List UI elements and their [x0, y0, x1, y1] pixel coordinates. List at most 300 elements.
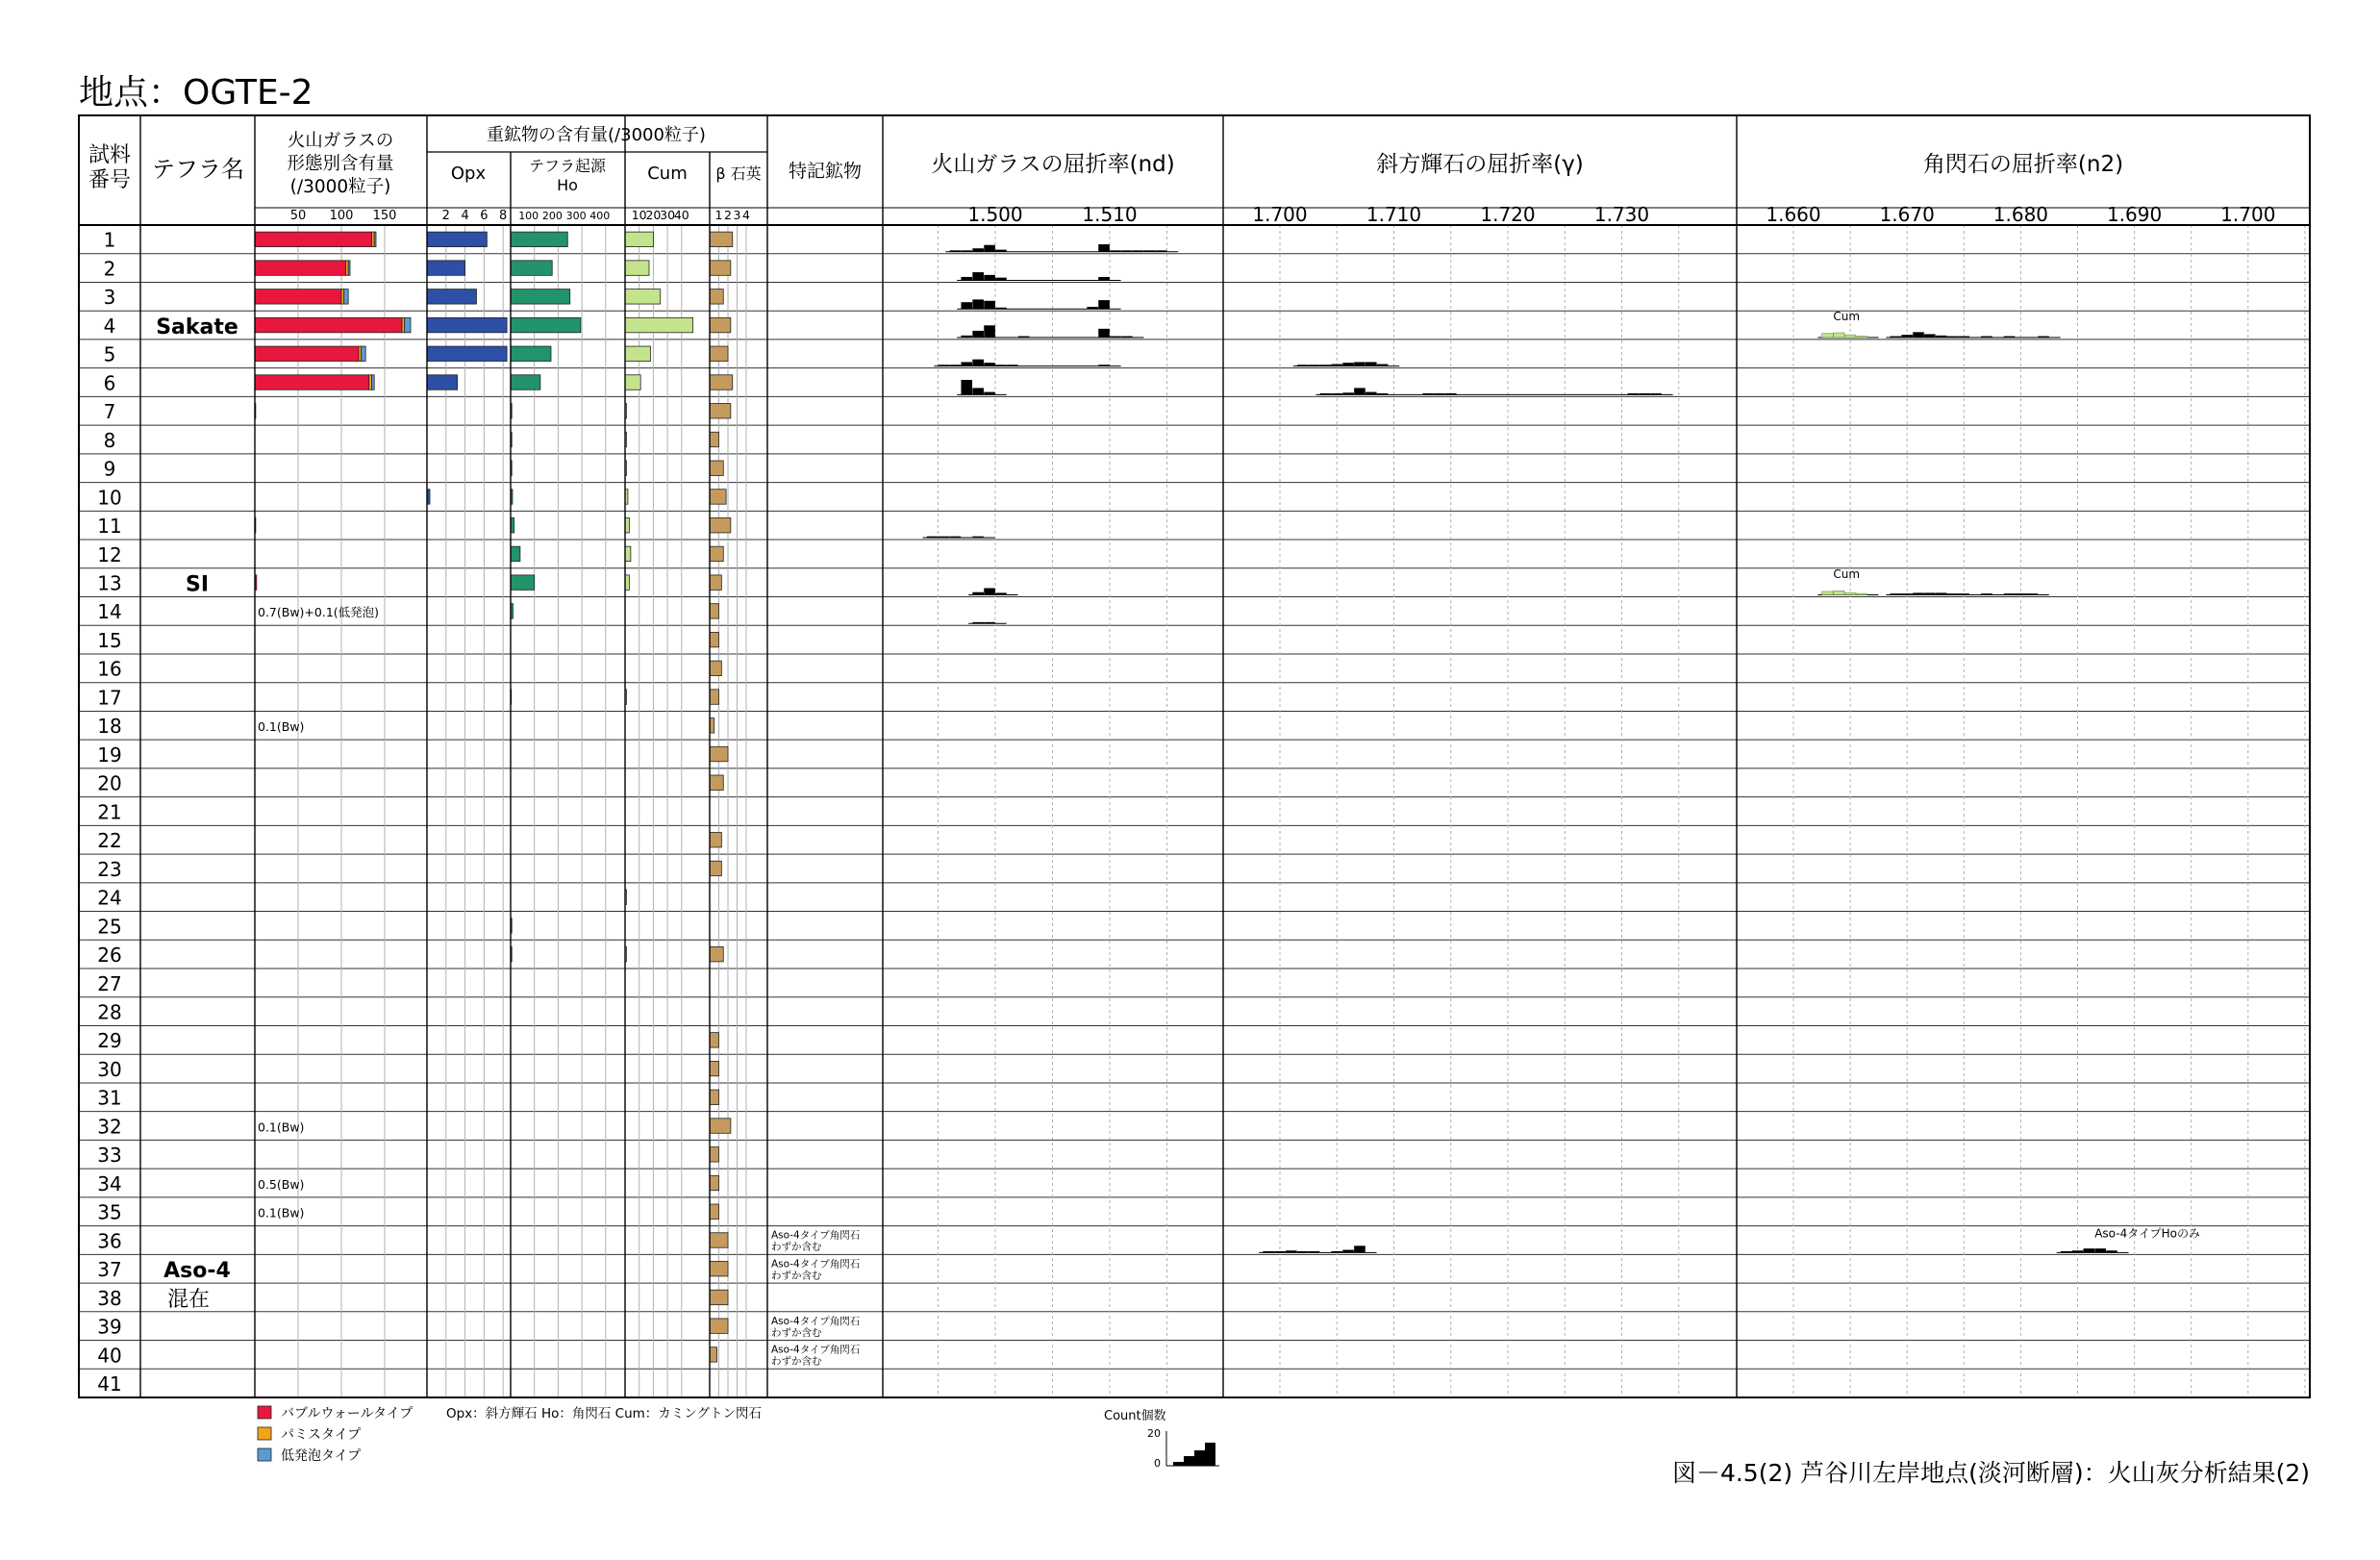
- sample-number: 27: [97, 971, 122, 995]
- special-mineral-note: わずか含む: [771, 1326, 822, 1339]
- legend-label: バブルウォールタイプ: [281, 1406, 413, 1422]
- ho-ri-bin: [2016, 593, 2027, 594]
- opx-ri-tick-label: 1.730: [1593, 203, 1650, 226]
- cum-bar: [625, 317, 693, 332]
- legend-layer: [258, 1406, 2310, 1487]
- opx-ri-bin: [1286, 1250, 1297, 1252]
- glass-ri-header: 火山ガラスの屈折率(nd): [931, 152, 1175, 177]
- ho-tick-label: 300: [565, 210, 587, 222]
- opx-tick-label: 4: [461, 209, 469, 223]
- quartz-bar: [710, 1347, 717, 1362]
- glass-ri-bin: [972, 248, 984, 252]
- glass-ri-bin: [972, 272, 984, 280]
- cum-hist-label: Cum: [1833, 310, 1861, 324]
- sample-no-header: 試料: [88, 143, 132, 167]
- quartz-bar: [710, 1261, 728, 1275]
- sample-number: 34: [97, 1171, 122, 1195]
- glass-lv-bar: [348, 261, 350, 275]
- glass-ri-bin: [984, 325, 995, 338]
- special-mineral-note: わずか含む: [771, 1241, 822, 1253]
- opx-ri-bin: [1342, 363, 1354, 366]
- heavy-mineral-header: 重鉱物の含有量(/3000粒子): [487, 125, 706, 145]
- sample-number: 6: [103, 371, 116, 395]
- quartz-bar: [710, 604, 719, 618]
- opx-ri-bin: [1377, 365, 1389, 366]
- cum-ri-bin: [1822, 334, 1834, 338]
- glass-lv-bar: [362, 346, 366, 361]
- glass-ri-bin: [1098, 300, 1110, 309]
- opx-ri-bin: [1377, 393, 1389, 394]
- cum-ri-bin: [1856, 593, 1867, 594]
- special-mineral-note: Aso-4タイプ角閃石: [771, 1344, 861, 1356]
- sample-number: 24: [97, 886, 122, 910]
- glass-pm-bar: [369, 375, 372, 390]
- quartz-bar: [710, 1147, 719, 1162]
- glass-ri-bin: [1098, 277, 1110, 281]
- tephra-label: 混在: [166, 1287, 211, 1312]
- quartz-bar: [710, 946, 723, 961]
- quartz-bar: [710, 833, 721, 847]
- glass-ri-bin: [1087, 307, 1098, 309]
- ho-bar: [511, 289, 570, 304]
- ho-ri-bin: [2004, 593, 2016, 594]
- quartz-bar: [710, 404, 731, 418]
- glass-ri-bin: [1144, 250, 1156, 251]
- sample-number: 33: [97, 1144, 122, 1168]
- sample-number: 2: [103, 257, 116, 281]
- quartz-bar: [710, 1233, 728, 1247]
- cum-bar: [625, 261, 649, 275]
- sample-number: 15: [97, 628, 122, 652]
- opx-ri-bin: [1309, 1251, 1320, 1252]
- opx-ri-tick-label: 1.720: [1480, 203, 1536, 226]
- sample-number: 39: [97, 1315, 122, 1339]
- sample-number: 16: [97, 657, 122, 681]
- glass-note: 0.7(Bw)+0.1(低発泡): [258, 605, 380, 620]
- glass-tick-label: 100: [329, 209, 354, 223]
- opx-ri-bin: [1331, 1251, 1342, 1252]
- count-legend-bin: [1194, 1450, 1205, 1466]
- glass-content-header: (/3000粒子): [289, 177, 391, 197]
- cum-bar: [625, 346, 650, 361]
- quartz-bar: [710, 1033, 719, 1047]
- glass-pm-bar: [341, 289, 344, 304]
- ho-header: テフラ起源: [528, 157, 607, 175]
- tephra-name-header: テフラ名: [152, 156, 244, 183]
- glass-ri-bin: [939, 537, 950, 538]
- special-mineral-note: Aso-4タイプ角閃石: [771, 1229, 861, 1242]
- cum-bar: [625, 375, 640, 390]
- quartz-bar: [710, 375, 733, 390]
- sample-number: 38: [97, 1286, 122, 1310]
- glass-ri-bin: [1098, 244, 1110, 252]
- ho-ri-bin: [1924, 334, 1936, 338]
- quartz-tick-label: 3: [733, 208, 741, 222]
- opx-ri-bin: [1342, 392, 1354, 394]
- quartz-bar: [710, 861, 721, 875]
- quartz-bar: [710, 690, 719, 704]
- quartz-bar: [710, 1175, 719, 1190]
- ho-bar: [511, 317, 581, 332]
- sample-number: 22: [97, 829, 122, 853]
- glass-pm-bar: [346, 261, 349, 275]
- ho-ri-bin: [2084, 1248, 2095, 1252]
- quartz-bar: [710, 490, 726, 504]
- count-legend-min: 0: [1154, 1457, 1161, 1470]
- ho-bar: [511, 375, 540, 390]
- glass-tick-label: 150: [372, 209, 397, 223]
- opx-bar: [427, 375, 458, 390]
- quartz-bar: [710, 317, 731, 332]
- sample-number: 8: [103, 428, 116, 452]
- quartz-bar: [710, 575, 721, 590]
- glass-ri-bin: [961, 380, 972, 394]
- cum-ri-bin: [1844, 592, 1856, 594]
- glass-note: 0.1(Bw): [258, 1205, 305, 1220]
- ho-ri-bin: [1947, 337, 1959, 338]
- sample-number: 5: [103, 342, 116, 366]
- sample-number: 36: [97, 1229, 122, 1253]
- opx-ri-tick-label: 1.700: [1252, 203, 1308, 226]
- quartz-bar: [710, 1061, 719, 1075]
- opx-ri-bin: [1331, 365, 1342, 366]
- glass-ri-bin: [972, 360, 984, 366]
- special-mineral-note: わずか含む: [771, 1270, 822, 1282]
- cum-hist-label: Cum: [1833, 566, 1861, 581]
- opx-bar: [427, 232, 487, 246]
- glass-ri-bin: [984, 245, 995, 252]
- ho-ri-bin: [1913, 332, 1924, 338]
- frame-layer: [79, 115, 2310, 1397]
- ho-ri-bin: [2072, 1250, 2084, 1252]
- special-mineral-header: 特記鉱物: [788, 161, 863, 182]
- glass-ri-bin: [1121, 337, 1133, 338]
- sample-number: 28: [97, 1000, 122, 1024]
- ho-tick-label: 400: [589, 210, 611, 222]
- legend-swatch: [258, 1427, 271, 1440]
- opx-tick-label: 2: [441, 209, 450, 223]
- ho-ri-bin: [1959, 337, 1970, 338]
- ho-ri-bin: [1981, 593, 1992, 594]
- ho-ri-tick-label: 1.680: [1992, 203, 2049, 226]
- cum-ri-bin: [1856, 337, 1867, 338]
- ho-ri-bin: [1901, 593, 1913, 594]
- tephra-label: Sakate: [156, 315, 238, 340]
- glass-ri-bin: [950, 250, 962, 251]
- quartz-bar: [710, 1319, 728, 1333]
- glass-ri-tick-label: 1.500: [967, 203, 1023, 226]
- ho-ri-tick-label: 1.690: [2106, 203, 2163, 226]
- opx-ri-bin: [1365, 392, 1377, 395]
- quartz-bar: [710, 718, 714, 733]
- glass-ri-bin: [927, 537, 939, 538]
- opx-ri-bin: [1434, 393, 1445, 394]
- glass-ri-bin: [1133, 250, 1144, 251]
- glass-bw-bar: [255, 261, 346, 275]
- ho-bar: [511, 346, 551, 361]
- cum-tick-label: 40: [673, 208, 689, 222]
- glass-note: 0.5(Bw): [258, 1176, 305, 1192]
- ho-bar: [511, 546, 520, 561]
- count-legend-max: 20: [1147, 1427, 1161, 1440]
- glass-note: 0.1(Bw): [258, 719, 305, 735]
- sample-number: 26: [97, 944, 122, 968]
- sample-no-header: 番号: [88, 168, 132, 192]
- glass-ri-bin: [961, 250, 972, 251]
- ho-ri-bin: [1913, 592, 1924, 594]
- opx-bar: [427, 317, 507, 332]
- glass-ri-bin: [972, 592, 984, 595]
- sample-number: 14: [97, 600, 122, 624]
- opx-ri-tick-label: 1.710: [1365, 203, 1422, 226]
- quartz-bar: [710, 632, 719, 646]
- ho-ri-tick-label: 1.700: [2220, 203, 2276, 226]
- count-legend-bin: [1173, 1462, 1184, 1466]
- glass-ri-bin: [1110, 337, 1121, 338]
- cum-ri-bin: [1822, 591, 1834, 595]
- ho-ri-bin: [1901, 335, 1913, 338]
- cum-bar: [625, 232, 653, 246]
- opx-tick-label: 6: [480, 209, 489, 223]
- glass-ri-bin: [984, 589, 995, 595]
- ho-header: Ho: [557, 176, 578, 194]
- ho-ri-bin: [2094, 1248, 2106, 1252]
- quartz-bar: [710, 1090, 719, 1104]
- sample-number: 4: [103, 314, 116, 338]
- glass-ri-bin: [995, 592, 1007, 594]
- tephra-label: Aso-4: [163, 1259, 231, 1284]
- glass-note: 0.1(Bw): [258, 1120, 305, 1135]
- opx-ri-bin: [1628, 393, 1640, 394]
- quartz-tick-label: 4: [742, 208, 750, 222]
- quartz-bar: [710, 346, 728, 361]
- quartz-bar: [710, 1119, 731, 1133]
- sample-number: 25: [97, 915, 122, 939]
- cum-ri-bin: [1844, 335, 1856, 338]
- glass-ri-bin: [972, 537, 984, 538]
- opx-bar: [427, 289, 476, 304]
- glass-content-header: 形態別含有量: [287, 154, 394, 174]
- quartz-bar: [710, 661, 721, 675]
- ho-ri-bin: [1891, 593, 1902, 594]
- opx-ri-bin: [1365, 362, 1377, 365]
- sample-number: 32: [97, 1115, 122, 1139]
- glass-ri-bin: [972, 331, 984, 338]
- ho-ri-header: 角閃石の屈折率(n2): [1922, 152, 2124, 177]
- quartz-bar: [710, 517, 731, 532]
- opx-tick-label: 8: [499, 209, 508, 223]
- glass-ri-tick-label: 1.510: [1082, 203, 1138, 226]
- cum-tick-label: 20: [645, 208, 662, 222]
- tephra-label: SI: [185, 572, 210, 597]
- glass-ri-bin: [1018, 337, 1030, 338]
- opx-ri-bin: [1274, 1251, 1286, 1252]
- quartz-header: β 石英: [715, 164, 762, 183]
- opx-ri-bin: [1422, 393, 1434, 394]
- glass-lv-bar: [374, 232, 376, 246]
- glass-lv-bar: [405, 317, 411, 332]
- cum-tick-label: 30: [660, 208, 676, 222]
- glass-bw-bar: [255, 346, 359, 361]
- glass-ri-bin: [1098, 329, 1110, 338]
- ho-ri-bin: [1981, 337, 1992, 338]
- outer-frame: [79, 115, 2310, 1397]
- count-legend-bin: [1184, 1456, 1194, 1466]
- glass-ri-bin: [995, 250, 1007, 252]
- cum-ri-bin: [1833, 333, 1844, 338]
- ho-ri-bin: [1936, 592, 1947, 594]
- glass-bw-bar: [255, 375, 369, 390]
- quartz-bar: [710, 432, 719, 446]
- glass-ri-bin: [984, 301, 995, 309]
- sample-number: 12: [97, 542, 122, 566]
- opx-ri-bin: [1320, 393, 1332, 394]
- histogram-layer: [923, 244, 2129, 1252]
- opx-ri-bin: [1297, 1251, 1309, 1252]
- glass-ri-bin: [961, 362, 972, 365]
- quartz-bar: [710, 746, 728, 761]
- glass-ri-bin: [984, 275, 995, 281]
- sample-number: 11: [97, 515, 122, 539]
- glass-pm-bar: [402, 317, 405, 332]
- glass-ri-bin: [972, 299, 984, 309]
- glass-ri-bin: [961, 302, 972, 309]
- text-layer: [88, 125, 2275, 1396]
- cum-bar: [625, 289, 661, 304]
- glass-ri-bin: [1156, 250, 1167, 251]
- glass-ri-bin: [972, 388, 984, 394]
- ho-ri-bin: [1936, 336, 1947, 338]
- glass-ri-bin: [1121, 250, 1133, 251]
- sample-number: 10: [97, 486, 122, 510]
- ho-tick-label: 100: [518, 210, 539, 222]
- special-mineral-note: Aso-4タイプ角閃石: [771, 1315, 861, 1327]
- ho-bar: [511, 261, 552, 275]
- opx-ri-bin: [1331, 393, 1342, 394]
- legend-swatch: [258, 1406, 271, 1419]
- cum-bar: [625, 546, 631, 561]
- ho-bar: [511, 232, 567, 246]
- ho-ri-bin: [2038, 337, 2049, 338]
- sample-number: 41: [97, 1372, 122, 1396]
- opx-ri-header: 斜方輝石の屈折率(γ): [1376, 152, 1584, 177]
- quartz-bar: [710, 775, 723, 790]
- aso4-hist-label: Aso-4タイプHoのみ: [2094, 1226, 2200, 1241]
- opx-header: Opx: [450, 164, 487, 184]
- quartz-bar: [710, 289, 723, 304]
- quartz-bar: [710, 232, 733, 246]
- cum-header: Cum: [647, 164, 688, 184]
- ho-ri-tick-label: 1.670: [1879, 203, 1935, 226]
- grid-layer: [79, 225, 2310, 1397]
- ho-ri-bin: [2004, 337, 2016, 338]
- legend-swatch: [258, 1448, 271, 1461]
- glass-pm-bar: [359, 346, 362, 361]
- ho-tick-label: 200: [541, 210, 563, 222]
- quartz-bar: [710, 1204, 719, 1219]
- ho-ri-bin: [1947, 593, 1959, 594]
- glass-ri-bin: [1110, 250, 1121, 251]
- opx-ri-bin: [1354, 362, 1365, 365]
- opx-ri-bin: [1354, 388, 1365, 394]
- sample-number: 21: [97, 800, 122, 824]
- glass-pm-bar: [372, 232, 375, 246]
- quartz-bar: [710, 461, 723, 475]
- sample-number: 29: [97, 1029, 122, 1053]
- sample-number: 13: [97, 571, 122, 595]
- legend-label: パミスタイプ: [281, 1427, 362, 1443]
- ho-ri-bin: [2106, 1250, 2117, 1252]
- ho-ri-bin: [2026, 593, 2038, 594]
- special-mineral-note: Aso-4タイプ角閃石: [771, 1258, 861, 1271]
- sample-number: 40: [97, 1344, 122, 1368]
- count-legend-title: Count個数: [1104, 1409, 1166, 1423]
- ho-ri-bin: [2061, 1251, 2072, 1252]
- glass-bw-bar: [255, 232, 372, 246]
- opx-ri-bin: [1650, 393, 1662, 394]
- glass-ri-bin: [972, 622, 984, 623]
- opx-ri-bin: [1342, 1250, 1354, 1253]
- sample-number: 19: [97, 742, 122, 767]
- quartz-bar: [710, 261, 731, 275]
- legend-abbreviations: Opx：斜方輝石 Ho：角閃石 Cum：カミングトン閃石: [446, 1406, 763, 1422]
- sample-number: 3: [103, 286, 116, 310]
- sample-number: 17: [97, 686, 122, 710]
- cum-ri-bin: [1833, 591, 1844, 594]
- count-legend-bin: [1205, 1443, 1215, 1466]
- quartz-bar: [710, 1290, 728, 1304]
- glass-ri-bin: [984, 622, 995, 623]
- ho-ri-tick-label: 1.660: [1766, 203, 1821, 226]
- figure-caption: 図－4.5(2) 芦谷川左岸地点(淡河断層)：火山灰分析結果(2): [1671, 1459, 2310, 1487]
- sample-number: 20: [97, 771, 122, 795]
- cum-tick-label: 10: [631, 208, 647, 222]
- glass-bw-bar: [255, 289, 341, 304]
- quartz-tick-label: 1: [714, 208, 723, 222]
- sample-number: 1: [103, 228, 116, 252]
- glass-lv-bar: [344, 289, 349, 304]
- opx-ri-bin: [1354, 1245, 1365, 1252]
- glass-tick-label: 50: [289, 209, 307, 223]
- quartz-bar: [710, 546, 723, 561]
- opx-ri-bin: [1445, 393, 1457, 394]
- opx-bar: [427, 261, 465, 275]
- ho-ri-bin: [1891, 337, 1902, 338]
- opx-ri-bin: [1639, 393, 1650, 394]
- glass-ri-bin: [995, 278, 1007, 281]
- glass-content-header: 火山ガラスの: [287, 131, 394, 151]
- sample-number: 7: [103, 400, 116, 424]
- glass-ri-bin: [995, 308, 1007, 309]
- sample-number: 30: [97, 1057, 122, 1081]
- sample-number: 9: [103, 457, 116, 481]
- quartz-tick-label: 2: [724, 208, 732, 222]
- glass-ri-bin: [961, 336, 972, 338]
- glass-lv-bar: [372, 375, 375, 390]
- page-title: 地点：OGTE-2: [79, 73, 313, 113]
- sample-number: 37: [97, 1258, 122, 1282]
- special-mineral-note: わずか含む: [771, 1355, 822, 1368]
- opx-bar: [427, 346, 507, 361]
- sample-number: 23: [97, 857, 122, 881]
- glass-ri-bin: [961, 277, 972, 281]
- ho-bar: [511, 575, 535, 590]
- legend-label: 低発泡タイプ: [281, 1448, 362, 1464]
- glass-ri-bin: [950, 537, 962, 538]
- opx-ri-bin: [1263, 1251, 1274, 1252]
- ho-ri-bin: [1959, 593, 1970, 594]
- sample-number: 18: [97, 715, 122, 739]
